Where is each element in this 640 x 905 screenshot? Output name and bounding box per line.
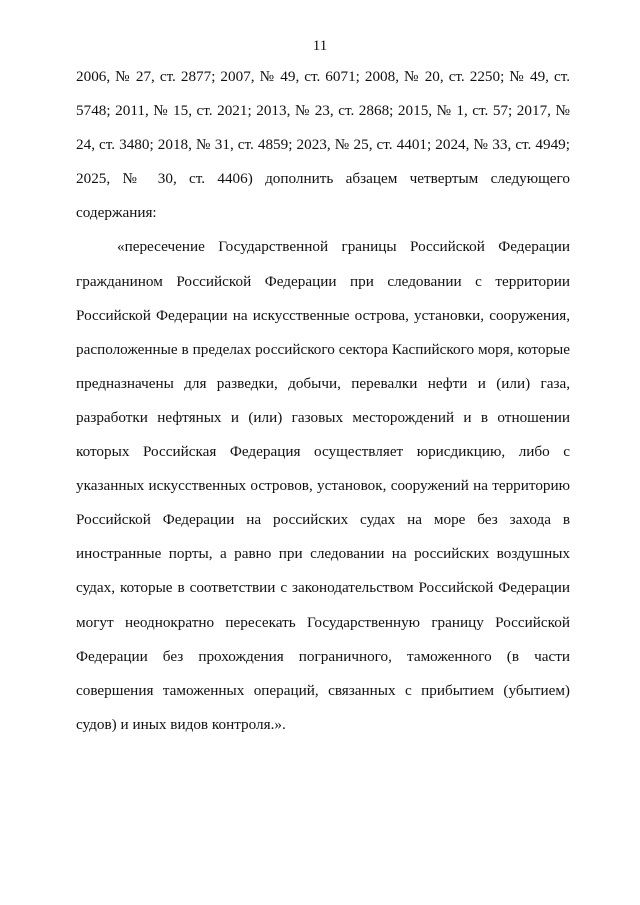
- paragraph-citation-continuation: 2006, № 27, ст. 2877; 2007, № 49, ст. 6071; 2008, № 20, ст. 2250; № 49, ст. 5748; 2011, № 15, ст. 2021; 2013, № 23, ст. 2868; 2015, № 1, ст. 57; 2017, № 24, ст. 3480; 2018, № 31, ст. 4859; 2023, № 25, ст. 4401; 2024, № 33, ст. 4949; 2025, № 30, ст. 4406) дополнить абзацем четвертым следующего содержания:: [76, 68, 570, 222]
- paragraph-amendment-text: «пересечение Государственной границы Российской Федерации гражданином Российской Федерации при следовании с территории Российской Федерации на искусственные острова, установки, сооружения, расположенные в пределах российского сектора Каспийского моря, которые предназначены для разведки, добычи, перевалки нефти и (или) газа, разработки нефтяных и (или) газовых месторождений и в отношении которых Российская Федерация осуществляет юрисдикцию, либо с указанных искусственных островов, установок, сооружений на территорию Российской Федерации на российских судах на море без захода в иностранные порты, а равно при следовании на российских воздушных судах, которые в соответствии с законодательством Российской Федерации могут неоднократно пересекать Государственную границу Российской Федерации без прохождения пограничного, таможенного (в части совершения таможенных операций, связанных с прибытием (убытием) судов) и иных видов контроля.».: [76, 238, 570, 733]
- page-number: 11: [312, 38, 328, 54]
- document-body: [76, 60, 570, 742]
